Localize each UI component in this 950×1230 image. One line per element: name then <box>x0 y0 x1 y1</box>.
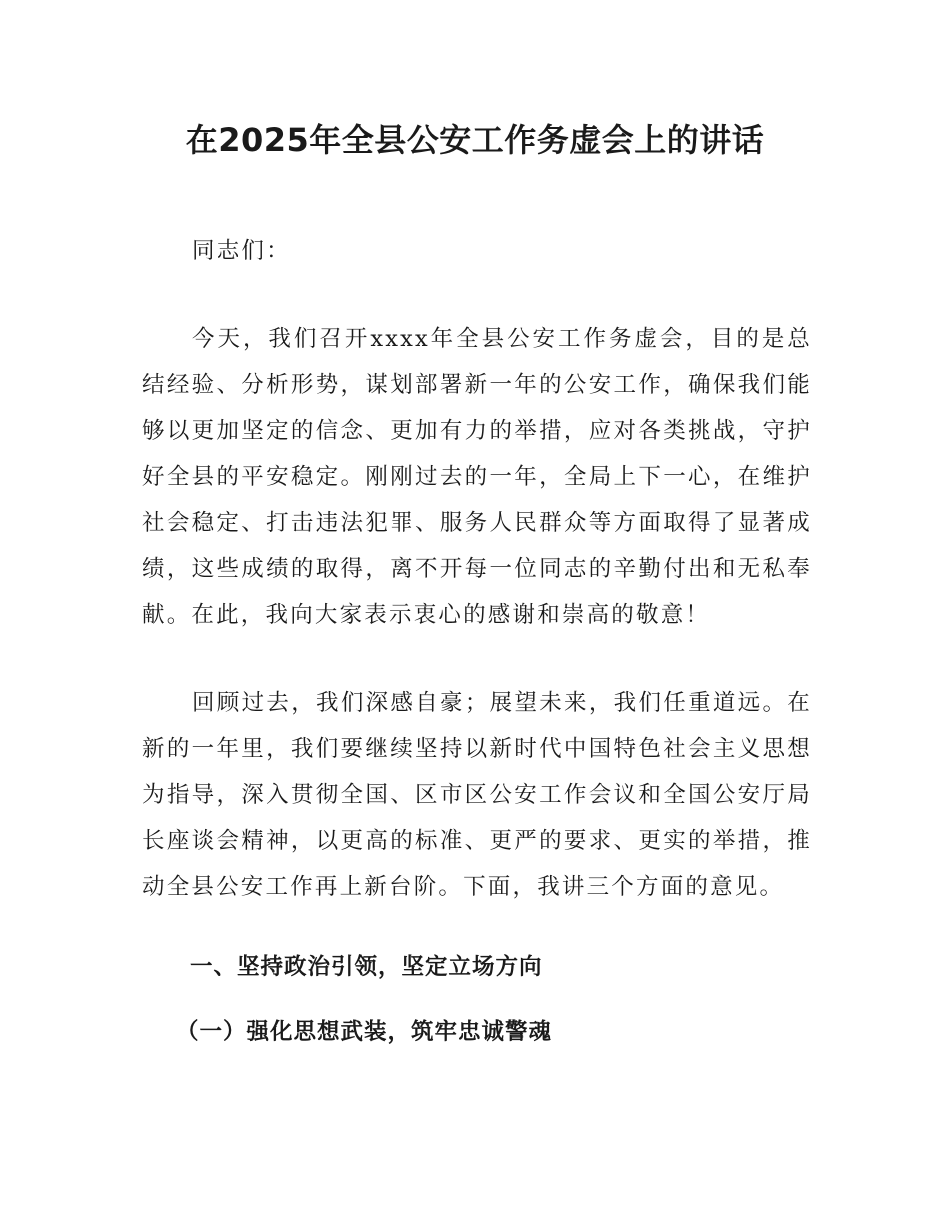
section-heading: 一、坚持政治引领，坚定立场方向 <box>190 954 543 980</box>
salutation: 同志们： <box>192 238 291 264</box>
paragraph-outlook: 回顾过去，我们深感自豪；展望未来，我们任重道远。在新的一年里，我们要继续坚持以新时代中国特色社会主义思想为指导，深入贯彻全国、区市区公安工作会议和全国公安厅局长座谈会精神，以更高的标准、更严的要求、更实的举措，推动全县公安工作再上新台阶。下面，我讲三个方面的意见。 <box>142 690 812 900</box>
document-title: 在2025年全县公安工作务虚会上的讲话 <box>185 121 765 159</box>
subsection-heading: （一）强化思想武装，筑牢忠诚警魂 <box>176 1019 553 1045</box>
paragraph-opening: 今天，我们召开xxxx年全县公安工作务虚会，目的是总结经验、分析形势，谋划部署新一年的公安工作，确保我们能够以更加坚定的信念、更加有力的举措，应对各类挑战，守护好全县的平安稳定。刚刚过去的一年，全局上下一心，在维护社会稳定、打击违法犯罪、服务人民群众等方面取得了显著成绩，这些成绩的取得，离不开每一位同志的辛勤付出和无私奉献。在此，我向大家表示衷心的感谢和崇高的敬意！ <box>142 326 812 628</box>
